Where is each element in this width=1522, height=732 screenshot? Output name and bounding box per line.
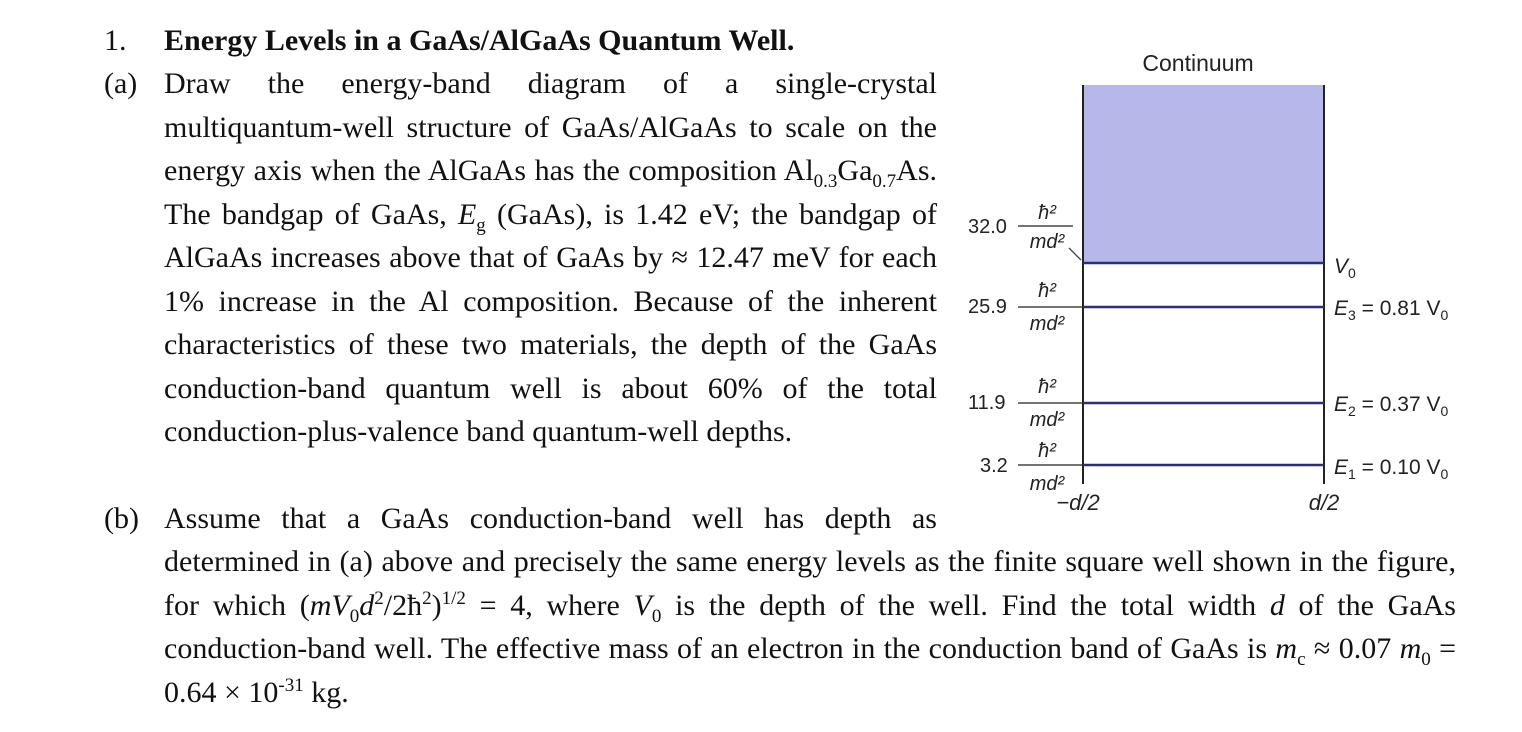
label-e1-sym: E [1334, 456, 1349, 479]
label-e2-val-sub: 0 [1440, 403, 1449, 419]
hbar2-32-low: ħ² [1038, 440, 1056, 462]
label-e3-sub: 3 [1348, 307, 1356, 323]
energy-label-259 [968, 280, 1083, 335]
v0-subscript: 0 [349, 605, 360, 627]
part-a-t1: Draw the energy-band diagram of a single-crystal multiquantum-well structure of GaAs/AlGaAs to scale on the energy axis when the AlGaAs has the composition [164, 67, 937, 187]
label-e1 [1334, 456, 1448, 482]
pointer-32 [1069, 248, 1081, 260]
v-symbol: V [633, 588, 652, 622]
label-e3 [1334, 297, 1448, 323]
md2-259: md² [1029, 313, 1065, 335]
problem-title: Energy Levels in a GaAs/AlGaAs Quantum Well. [164, 24, 795, 57]
part-a-t2: As. The bandgap of GaAs, [164, 154, 937, 231]
md2-32: md² [1029, 231, 1065, 253]
coef-32: 32.0 [968, 216, 1007, 238]
label-e3-val-sub: 0 [1440, 307, 1449, 323]
mc-subscript: c [1297, 649, 1306, 670]
part-b-t3: is the depth of the well. Find the total width [661, 588, 1270, 622]
part-b-t5: ≈ 0.07 [1305, 632, 1400, 665]
part-a-t3: (GaAs), is 1.42 eV; the bandgap of AlGaAs increases above that of GaAs by ≈ 12.47 meV for each 1% increase in the Al composition. Because of the inherent characteristics of these two materials, the depth of the GaAs conduction-band quantum well is about 60% of the total conduction-plus-valence band quantum-well depths. [164, 197, 937, 448]
m0-symbol: m [1399, 632, 1422, 665]
half-power: 1/2 [441, 587, 466, 609]
energy-label-119 [968, 376, 1083, 431]
mv-symbol: mV [309, 588, 350, 622]
label-e2 [1334, 393, 1448, 419]
part-b-t7: kg. [303, 675, 349, 709]
hbar2-259: ħ² [1038, 280, 1056, 302]
label-v0 [1334, 255, 1356, 281]
quantum-well-diagram [960, 40, 1500, 530]
ga-subscript: 0.7 [872, 171, 897, 192]
part-a-label: (a) [104, 67, 138, 100]
close-paren: ) [431, 588, 442, 622]
part-b-t2: = 4, where [465, 588, 634, 622]
part-b-t6: = 0.64 × 10 [164, 632, 1457, 709]
v-subscript: 0 [651, 605, 662, 627]
coef-119: 11.9 [968, 392, 1006, 414]
coef-259: 25.9 [968, 296, 1007, 318]
exponent: -31 [278, 674, 304, 696]
label-e2-val: = 0.37 V [1355, 393, 1441, 416]
eg-symbol: E [457, 197, 477, 231]
label-e2-sub: 2 [1348, 403, 1356, 419]
part-b-label: (b) [104, 502, 139, 535]
label-e1-val: = 0.10 V [1355, 456, 1441, 479]
d-width-symbol: d [1269, 588, 1285, 622]
m0-subscript: 0 [1421, 649, 1431, 670]
label-e3-sym: E [1334, 297, 1349, 320]
part-b-text [164, 540, 1456, 714]
problem-number: 1. [104, 24, 127, 57]
al-symbol: Al [783, 154, 814, 187]
right-edge-label: d/2 [1308, 490, 1340, 515]
eg-subscript: g [476, 214, 486, 236]
label-v0-sub: 0 [1348, 265, 1356, 281]
energy-label-32-low [980, 440, 1083, 495]
label-v0-sym: V [1334, 255, 1349, 278]
energy-label-32 [968, 202, 1081, 260]
part-b-t1: determined in (a) above and precisely the same energy levels as the finite square well shown in the figure, for which ( [164, 545, 1456, 622]
continuum-label: Continuum [1142, 50, 1254, 76]
mc-symbol: m [1275, 632, 1298, 665]
coef-32-low: 3.2 [980, 455, 1008, 477]
hbar2-32: ħ² [1038, 202, 1056, 224]
label-e1-sub: 1 [1348, 466, 1356, 482]
hbar2-119: ħ² [1038, 376, 1056, 398]
part-b-t4: of the GaAs conduction-band well. The effective mass of an electron in the conduction band of GaAs is [164, 588, 1456, 665]
hbar-term: /2ħ [383, 588, 423, 622]
ga-symbol: Ga [837, 154, 873, 187]
d-symbol: d [359, 588, 375, 622]
label-e3-val: = 0.81 V [1355, 297, 1441, 320]
left-edge-label: −d/2 [1056, 490, 1100, 515]
md2-119: md² [1029, 409, 1065, 431]
al-subscript: 0.3 [813, 171, 838, 192]
hbar-superscript: 2 [422, 587, 432, 609]
label-e2-sym: E [1334, 393, 1349, 416]
continuum-region [1083, 85, 1324, 263]
part-b-first-line: Assume that a GaAs conduction-band well has depth as [164, 502, 937, 535]
label-e1-val-sub: 0 [1440, 466, 1449, 482]
part-a-text [164, 62, 937, 454]
d-superscript: 2 [374, 587, 384, 609]
md2-32-low: md² [1029, 473, 1065, 495]
